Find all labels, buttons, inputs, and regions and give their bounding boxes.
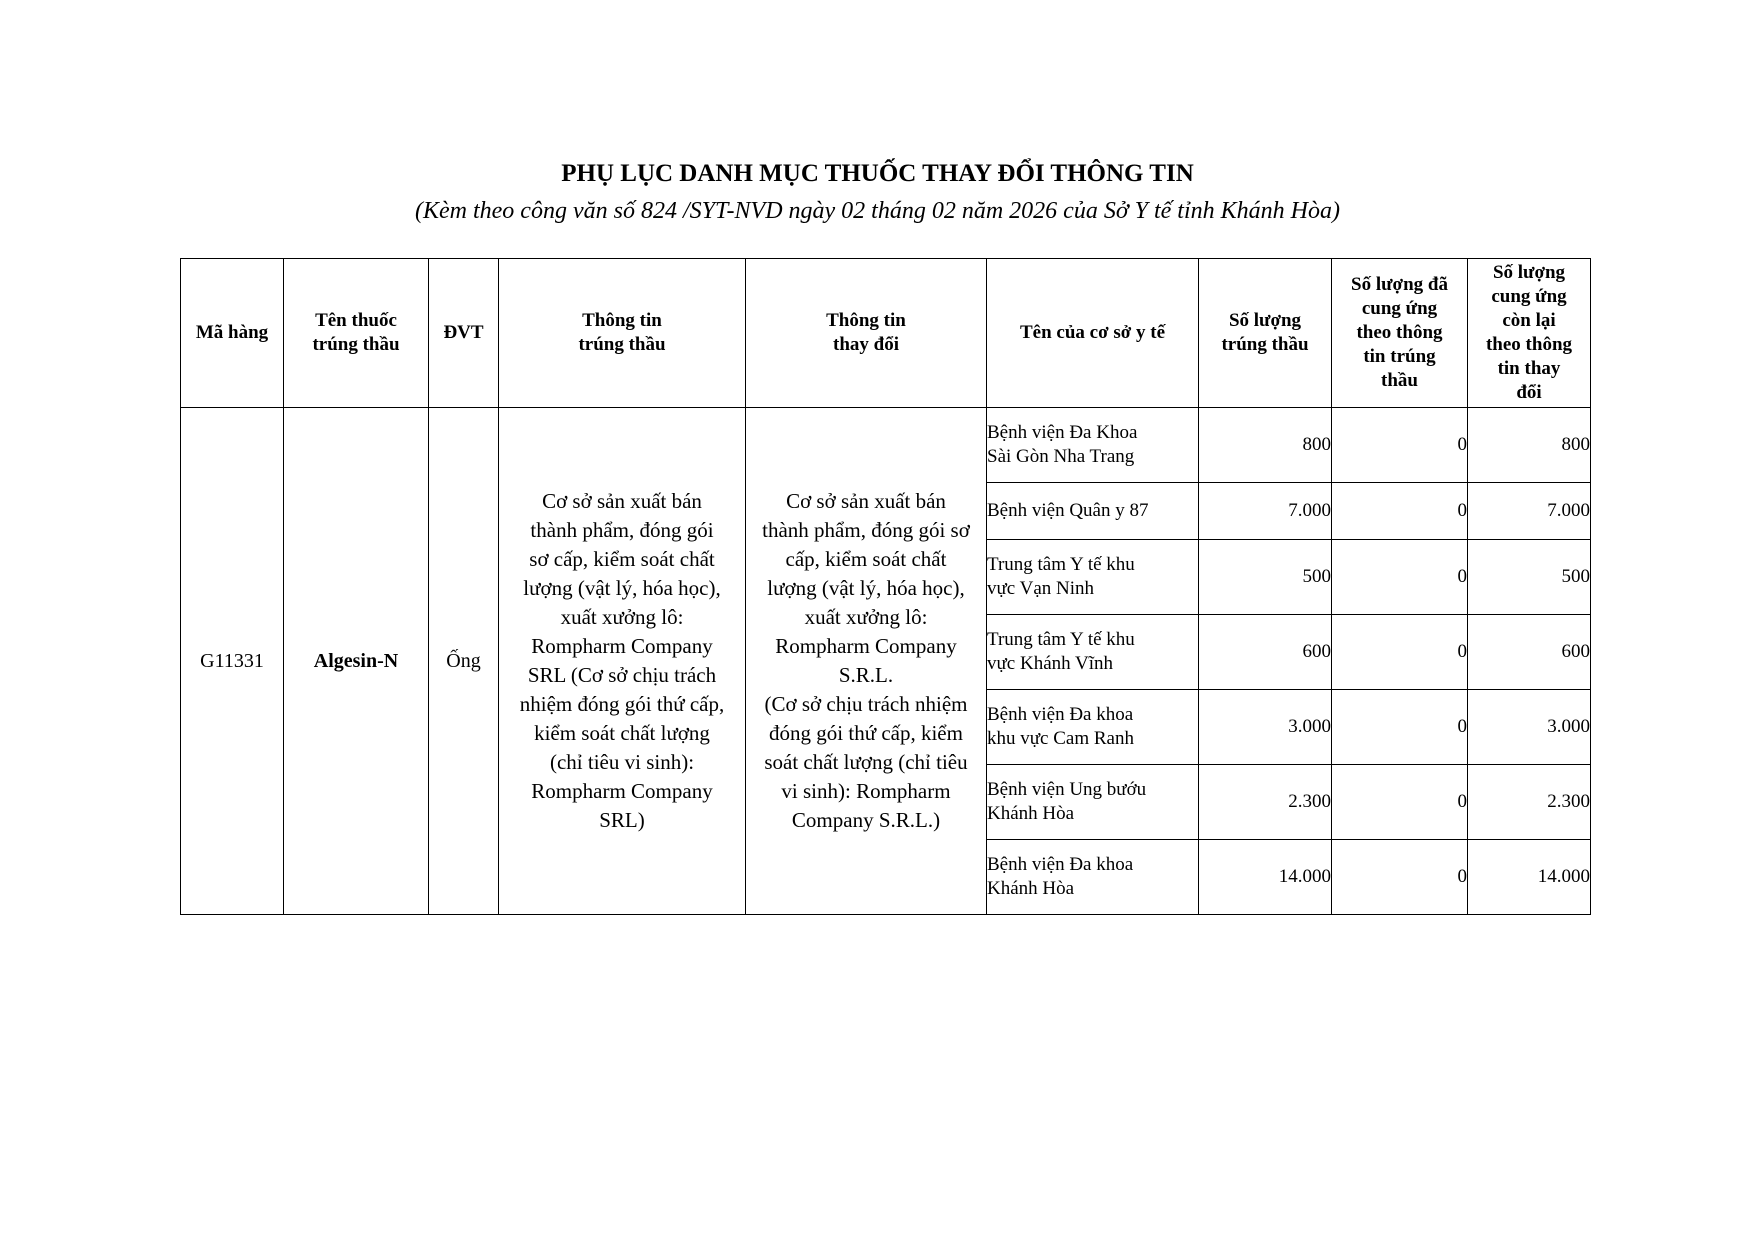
sl-con-lai-cell: 2.300 [1468, 765, 1591, 840]
header-sl-con-lai: Số lượng cung ứng còn lại theo thông tin thay đổi [1468, 259, 1591, 408]
sl-trung-thau-cell: 500 [1199, 540, 1332, 615]
facility-cell: Bệnh viện Đa khoa khu vực Cam Ranh [987, 690, 1199, 765]
thong-tin-thay-doi-cell: Cơ sở sản xuất bán thành phẩm, đóng gói sơ cấp, kiểm soát chất lượng (vật lý, hóa học), xuất xưởng lô: Rompharm Company S.R.L. (Cơ sở chịu trách nhiệm đóng gói thứ cấp, kiểm soát chất lượng (chỉ tiêu vi sinh): Rompharm Company S.R.L.) [746, 408, 987, 915]
document-title: PHỤ LỤC DANH MỤC THUỐC THAY ĐỔI THÔNG TIN [561, 160, 1194, 187]
facility-cell: Trung tâm Y tế khu vực Khánh Vĩnh [987, 615, 1199, 690]
facility-cell: Bệnh viện Ung bướu Khánh Hòa [987, 765, 1199, 840]
sl-trung-thau-cell: 800 [1199, 408, 1332, 483]
sl-da-cung-ung-cell: 0 [1332, 690, 1468, 765]
facility-cell: Bệnh viện Đa Khoa Sài Gòn Nha Trang [987, 408, 1199, 483]
sl-trung-thau-cell: 2.300 [1199, 765, 1332, 840]
sl-con-lai-cell: 7.000 [1468, 483, 1591, 540]
sl-trung-thau-cell: 7.000 [1199, 483, 1332, 540]
sl-da-cung-ung-cell: 0 [1332, 540, 1468, 615]
header-thong-tin-thay-doi: Thông tin thay đổi [746, 259, 987, 408]
ma-hang-cell: G11331 [181, 408, 284, 915]
facility-cell: Trung tâm Y tế khu vực Vạn Ninh [987, 540, 1199, 615]
thong-tin-trung-thau-cell: Cơ sở sản xuất bán thành phẩm, đóng gói sơ cấp, kiểm soát chất lượng (vật lý, hóa học), xuất xưởng lô: Rompharm Company SRL (Cơ sở chịu trách nhiệm đóng gói thứ cấp, kiểm soát chất lượng (chỉ tiêu vi sinh): Rompharm Company SRL) [499, 408, 746, 915]
dvt-cell: Ống [429, 408, 499, 915]
header-dvt: ĐVT [429, 259, 499, 408]
header-co-so-y-te: Tên của cơ sở y tế [987, 259, 1199, 408]
table-row [181, 408, 1591, 483]
header-ma-hang: Mã hàng [181, 259, 284, 408]
header-sl-trung-thau: Số lượng trúng thầu [1199, 259, 1332, 408]
sl-con-lai-cell: 800 [1468, 408, 1591, 483]
drug-change-table [180, 258, 1591, 915]
sl-con-lai-cell: 14.000 [1468, 840, 1591, 915]
sl-con-lai-cell: 600 [1468, 615, 1591, 690]
sl-trung-thau-cell: 14.000 [1199, 840, 1332, 915]
facility-cell: Bệnh viện Quân y 87 [987, 483, 1199, 540]
sl-con-lai-cell: 500 [1468, 540, 1591, 615]
sl-trung-thau-cell: 600 [1199, 615, 1332, 690]
ten-thuoc-cell: Algesin-N [284, 408, 429, 915]
sl-con-lai-cell: 3.000 [1468, 690, 1591, 765]
header-row [181, 259, 1591, 408]
sl-da-cung-ung-cell: 0 [1332, 840, 1468, 915]
facility-cell: Bệnh viện Đa khoa Khánh Hòa [987, 840, 1199, 915]
sl-da-cung-ung-cell: 0 [1332, 408, 1468, 483]
header-ten-thuoc: Tên thuốc trúng thầu [284, 259, 429, 408]
sl-da-cung-ung-cell: 0 [1332, 765, 1468, 840]
sl-da-cung-ung-cell: 0 [1332, 483, 1468, 540]
sl-da-cung-ung-cell: 0 [1332, 615, 1468, 690]
sl-trung-thau-cell: 3.000 [1199, 690, 1332, 765]
header-sl-da-cung-ung: Số lượng đã cung ứng theo thông tin trúng thầu [1332, 259, 1468, 408]
document-subtitle: (Kèm theo công văn số 824 /SYT-NVD ngày 02 tháng 02 năm 2026 của Sở Y tế tỉnh Khánh Hòa) [415, 198, 1340, 224]
header-thong-tin-trung-thau: Thông tin trúng thầu [499, 259, 746, 408]
